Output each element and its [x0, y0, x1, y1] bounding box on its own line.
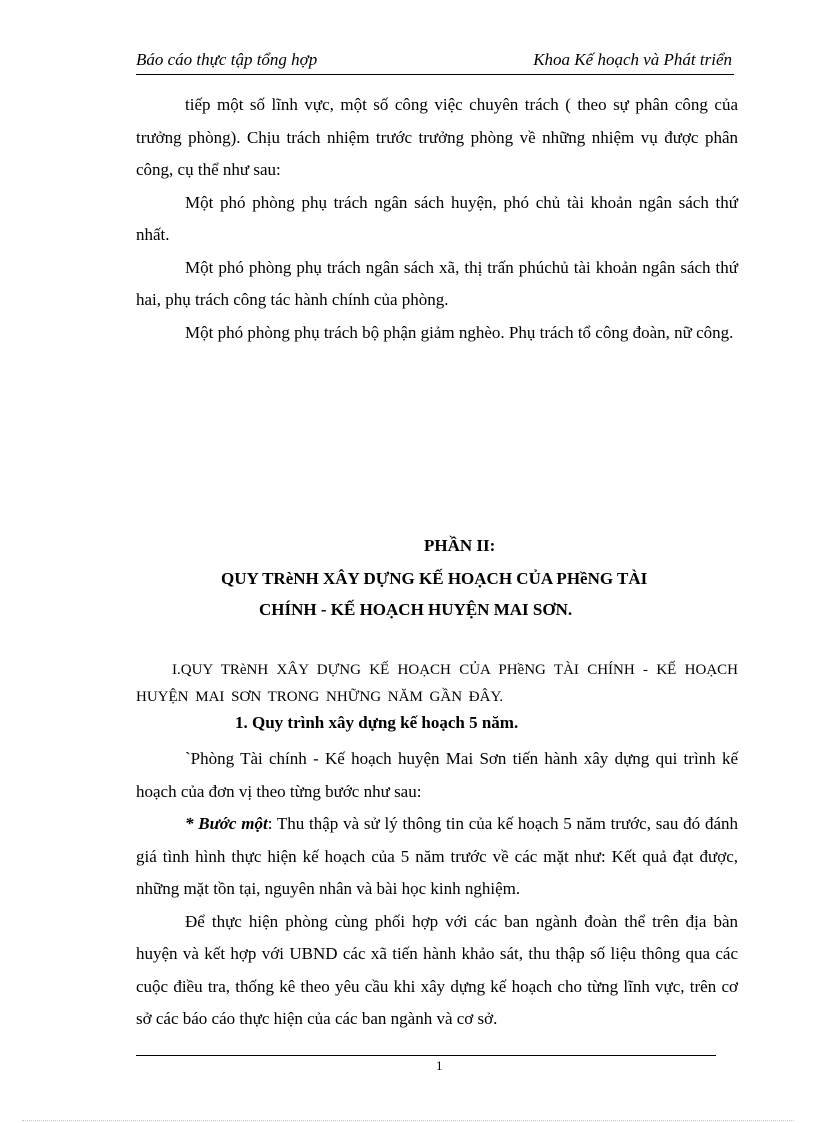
part-subtitle-line1: QUY TRèNH XÂY DỰNG KẾ HOẠCH CỦA PHềNG TÀI	[221, 569, 648, 588]
page-edge-divider	[22, 1120, 794, 1121]
paragraph-process-intro: `Phòng Tài chính - Kế hoạch huyện Mai Sơn tiến hành xây dựng qui trình kế hoạch của đơn vị theo từng bước như sau:	[136, 749, 738, 801]
part-title: PHẦN II:	[424, 536, 496, 555]
paragraph-deputy-commune-budget: Một phó phòng phụ trách ngân sách xã, thị trấn phúchủ tài khoản ngân sách thứ hai, phụ trách công tác hành chính của phòng.	[136, 257, 738, 309]
paragraph-deputy-district-budget: Một phó phòng phụ trách ngân sách huyện, phó chủ tài khoản ngân sách thứ nhất.	[136, 192, 738, 244]
section-heading-i: I.QUY TRèNH XÂY DỰNG KẾ HOẠCH CỦA PHềNG TÀI CHÍNH - KẾ HOẠCH HUYỆN MAI SƠN TRONG NHỮNG NĂM GẦN ĐÂY.	[136, 662, 738, 705]
step-one-label: * Bước một	[185, 814, 268, 833]
part-subtitle-line2: CHÍNH - KẾ HOẠCH HUYỆN MAI SƠN.	[259, 600, 573, 619]
page-number: 1	[436, 1058, 443, 1073]
paragraph-duties: tiếp một số lĩnh vực, một số công việc chuyên trách ( theo sự phân công của trưởng phòng). Chịu trách nhiệm trước trưởng phòng về những nhiệm vụ được phân công, cụ thể như sau:	[136, 95, 738, 179]
step-one-text: : Thu thập và sử lý thông tin của kế hoạch 5 năm trước, sau đó đánh giá tình hình thực hiện kế hoạch của 5 năm trước về các mặt như: Kết quả đạt được, những mặt tồn tại, nguyên nhân và bài học kinh nghiệm.	[136, 814, 738, 898]
paragraph-deputy-poverty: Một phó phòng phụ trách bộ phận giảm nghèo. Phụ trách tổ công đoàn, nữ công.	[185, 322, 734, 342]
header-report-title: Báo cáo thực tập tổng hợp	[136, 50, 318, 69]
subsection-heading-1: 1. Quy trình xây dựng kế hoạch 5 năm.	[235, 713, 519, 732]
footer-rule	[136, 1055, 716, 1056]
paragraph-step-one	[136, 808, 738, 906]
process-text	[136, 743, 738, 1036]
paragraph-survey: Để thực hiện phòng cùng phối hợp với các ban ngành đoàn thể trên địa bàn huyện và kết hợp với UBND các xã tiến hành khảo sát, thu thập số liệu thông qua các cuộc điều tra, thống kê theo yêu cầu khi xây dựng kế hoạch cho từng lĩnh vực, trên cơ sở các báo cáo thực hiện của các ban ngành và cơ sở.	[136, 911, 738, 1028]
header-faculty-name: Khoa Kế hoạch và Phát triển	[533, 50, 732, 69]
page-header	[136, 46, 734, 75]
org-structure-text	[136, 89, 738, 349]
